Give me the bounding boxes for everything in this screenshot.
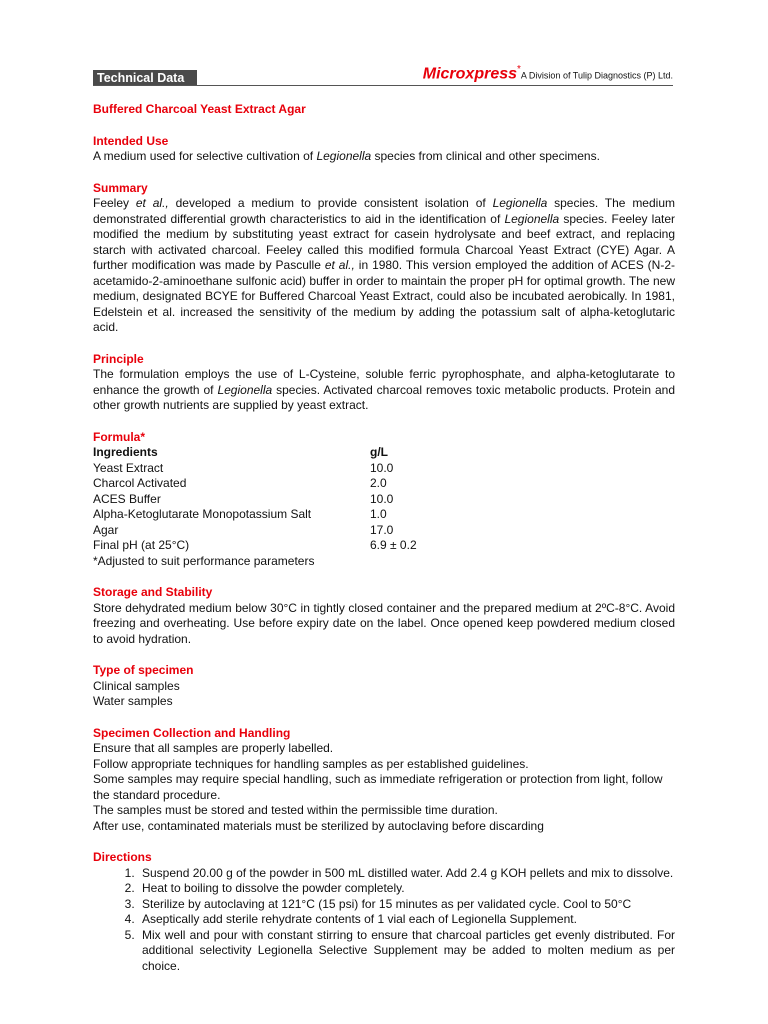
text-run: species from clinical and other specimens. bbox=[371, 149, 600, 163]
section-heading: Type of specimen bbox=[93, 663, 194, 677]
section-formula bbox=[93, 430, 675, 570]
text-run: A medium used for selective cultivation of bbox=[93, 149, 317, 163]
collection-line: Follow appropriate techniques for handling samples as per established guidelines. bbox=[93, 756, 529, 771]
ingredient-value: 6.9 ± 0.2 bbox=[370, 538, 417, 552]
formula-row bbox=[93, 461, 675, 477]
section-directions bbox=[93, 850, 675, 974]
specimen-item: Water samples bbox=[93, 694, 173, 708]
italic-text: Legionella bbox=[217, 382, 273, 397]
formula-row bbox=[93, 538, 675, 554]
section-heading: Principle bbox=[93, 351, 144, 366]
ingredient-name: ACES Buffer bbox=[93, 491, 161, 506]
document-body bbox=[93, 102, 675, 990]
formula-row bbox=[93, 523, 675, 539]
italic-text: et al., bbox=[324, 258, 355, 272]
ingredients-header: Ingredients bbox=[93, 445, 158, 459]
text-run: species. Activated charcoal removes toxic metabolic products. Protein and other growth nutrients are supplied by yeast extract. bbox=[93, 382, 676, 412]
ingredient-value: 10.0 bbox=[370, 491, 394, 506]
section-intended-use bbox=[93, 134, 675, 165]
ingredient-value: 1.0 bbox=[370, 507, 387, 521]
italic-text: Legionella bbox=[504, 211, 560, 226]
amount-header: g/L bbox=[370, 445, 388, 459]
paragraph bbox=[93, 367, 675, 414]
document-title: Buffered Charcoal Yeast Extract Agar bbox=[93, 102, 306, 116]
text-run: developed a medium to provide consistent isolation of bbox=[168, 196, 493, 210]
direction-step: 3. Sterilize by autoclaving at 121°C (15 psi) for 15 minutes as per validated cycle. Cool to 50°C bbox=[138, 897, 675, 913]
formula-note: *Adjusted to suit performance parameters bbox=[93, 553, 315, 568]
section-heading: Storage and Stability bbox=[93, 585, 213, 599]
collection-line: Ensure that all samples are properly labelled. bbox=[93, 741, 334, 755]
collection-line: Some samples may require special handling, such as immediate refrigeration or protection from light, follow the standard procedure. bbox=[93, 772, 663, 802]
section-heading: Summary bbox=[93, 180, 148, 195]
section-collection bbox=[93, 726, 675, 835]
specimen-item: Clinical samples bbox=[93, 678, 180, 693]
ingredient-name: Alpha-Ketoglutarate Monopotassium Salt bbox=[93, 507, 312, 521]
header-rule bbox=[93, 85, 673, 86]
ingredient-name: Agar bbox=[93, 522, 119, 537]
italic-text: Legionella bbox=[316, 149, 372, 163]
section-heading: Formula* bbox=[93, 429, 146, 444]
collection-line: The samples must be stored and tested within the permissible time duration. bbox=[93, 803, 498, 817]
brand-star: * bbox=[517, 64, 521, 75]
technical-data-tag: Technical Data bbox=[93, 70, 197, 86]
section-summary bbox=[93, 181, 675, 336]
direction-step: 2. Heat to boiling to dissolve the powder completely. bbox=[138, 881, 675, 897]
ingredient-value: 2.0 bbox=[370, 476, 387, 490]
ingredient-value: 17.0 bbox=[370, 522, 394, 537]
formula-header-row bbox=[93, 445, 675, 461]
brand-division: A Division of Tulip Diagnostics (P) Ltd. bbox=[520, 70, 673, 81]
brand-name: Microxpress bbox=[422, 65, 518, 83]
text-run: The formulation employs the use of L-Cysteine, soluble ferric pyrophosphate, and alpha-ketoglutarate to enhance the growth of bbox=[93, 367, 675, 397]
direction-step: 1. Suspend 20.00 g of the powder in 500 mL distilled water. Add 2.4 g KOH pellets and mix to dissolve. bbox=[138, 866, 675, 882]
formula-row bbox=[93, 492, 675, 508]
section-heading: Specimen Collection and Handling bbox=[93, 725, 291, 740]
ingredient-name: Yeast Extract bbox=[93, 460, 164, 475]
formula-row bbox=[93, 507, 675, 523]
section-principle bbox=[93, 352, 675, 414]
text-run: Feeley bbox=[93, 196, 136, 210]
brand-logo bbox=[423, 64, 673, 83]
page-header bbox=[93, 64, 673, 86]
formula-row bbox=[93, 476, 675, 492]
ingredient-name: Final pH (at 25°C) bbox=[93, 538, 190, 552]
section-heading: Directions bbox=[93, 850, 152, 864]
direction-step: 5. Mix well and pour with constant stirring to ensure that charcoal particles get evenly distributed. For additional selectivity Legionella Selective Supplement may be added to molten medium as per choice. bbox=[138, 928, 675, 975]
ingredient-value: 10.0 bbox=[370, 460, 394, 475]
section-storage bbox=[93, 585, 675, 647]
paragraph bbox=[93, 149, 675, 165]
paragraph: Store dehydrated medium below 30°C in tightly closed container and the prepared medium at 2ºC-8°C. Avoid freezing and overheating. Use before expiry date on the label. Once opened keep powdered medium closed to avoid hydration. bbox=[93, 600, 675, 646]
text-run: species. Feeley later modified the medium by substituting yeast extract for casein hydrolysate and beef extract, and replacing starch with activated charcoal. Feeley called this modified formula Charcoal Yeast Extract (CYE) Agar. A further modification was made by Pasculle bbox=[93, 211, 675, 272]
italic-text: Legionella bbox=[492, 196, 548, 210]
italic-text: et al., bbox=[135, 196, 169, 210]
direction-step: 4. Aseptically add sterile rehydrate contents of 1 vial each of Legionella Supplement. bbox=[138, 912, 675, 928]
text-run: in 1980. This version employed the addition of ACES (N-2-acetamido-2-aminoethane sulfonic acid) buffer in order to maintain the proper pH for optimal growth. The new medium, designated BCYE for Buffered Charcoal Yeast Extract, could also be incubated aerobically. In 1981, Edelstein et al. increased the sensitivity of the medium by adding the potassium salt of alpha-ketoglutaric acid. bbox=[93, 258, 675, 334]
collection-line: After use, contaminated materials must be sterilized by autoclaving before discarding bbox=[93, 818, 544, 833]
text-run: species. The medium demonstrated differential growth characteristics to aid in the identification of bbox=[93, 196, 675, 226]
section-heading: Intended Use bbox=[93, 133, 169, 148]
directions-list bbox=[93, 866, 675, 975]
ingredient-name: Charcol Activated bbox=[93, 476, 187, 490]
section-specimen-type bbox=[93, 663, 675, 710]
paragraph bbox=[93, 196, 675, 336]
